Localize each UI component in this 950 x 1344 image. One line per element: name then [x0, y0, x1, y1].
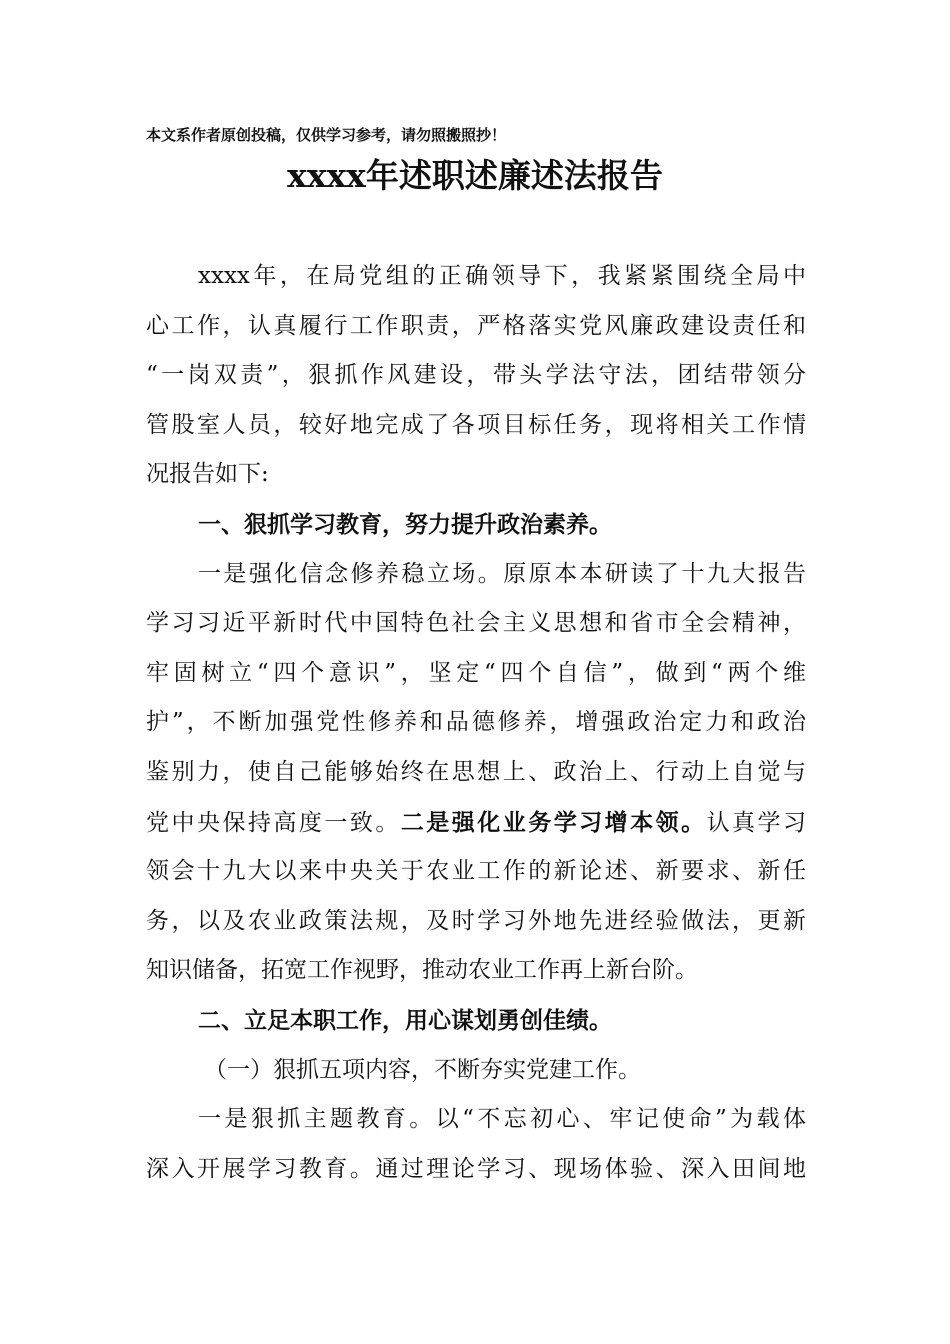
- inline-bold-heading: 二是强化业务学习增本领。: [400, 808, 707, 836]
- document-body: [146, 252, 806, 1194]
- section-heading: 一、狠抓学习教育，努力提升政治素养。: [198, 510, 612, 538]
- line-text: 认真学习: [706, 809, 806, 836]
- subsection-heading: （一）狠抓五项内容，不断夯实党建工作。: [204, 1056, 641, 1083]
- paragraph-line: 况报告如下:: [146, 461, 269, 488]
- paragraph-line: 知识储备，拓宽工作视野，推动农业工作再上新台阶。: [146, 957, 698, 984]
- paragraph-line: 领会十九大以来中央关于农业工作的新论述、新要求、新任: [146, 858, 806, 885]
- paragraph-line: 学习习近平新时代中国特色社会主义思想和省市全会精神，: [146, 610, 806, 637]
- paragraph-line: 鉴别力，使自己能够始终在思想上、政治上、行动上自觉与: [146, 758, 806, 785]
- paragraph-line: 牢固树立“四个意识”，坚定“四个自信”，做到“两个维: [146, 659, 806, 686]
- paragraph-line: 管股室人员，较好地完成了各项目标任务，现将相关工作情: [146, 411, 806, 438]
- paragraph-line: 一是强化信念修养稳立场。原原本本研读了十九大报告: [198, 560, 806, 587]
- paragraph-line-mixed: [146, 798, 806, 848]
- line-text: 党中央保持高度一致。: [146, 809, 401, 836]
- paragraph-line: 心工作，认真履行工作职责，严格落实党风廉政建设责任和: [146, 312, 806, 339]
- paragraph-line: 深入开展学习教育。通过理论学习、现场体验、深入田间地: [146, 1155, 806, 1182]
- paragraph-line: xxxx年，在局党组的正确领导下，我紧紧围绕全局中: [198, 263, 806, 289]
- paragraph-line: “一岗双责”，狠抓作风建设，带头学法守法，团结带领分: [146, 362, 806, 389]
- paragraph-line: 护”，不断加强党性修养和品德修养，增强政治定力和政治: [146, 709, 806, 736]
- paragraph-line: 务，以及农业政策法规，及时学习外地先进经验做法，更新: [146, 907, 806, 934]
- document-title: xxxx年述职述廉述法报告: [287, 156, 663, 195]
- section-heading: 二、立足本职工作，用心谋划勇创佳绩。: [198, 1006, 612, 1034]
- paragraph-line: 一是狠抓主题教育。以“不忘初心、牢记使命”为载体: [198, 1106, 806, 1133]
- copyright-notice: 本文系作者原创投稿，仅供学习参考，请勿照搬照抄！: [146, 126, 507, 144]
